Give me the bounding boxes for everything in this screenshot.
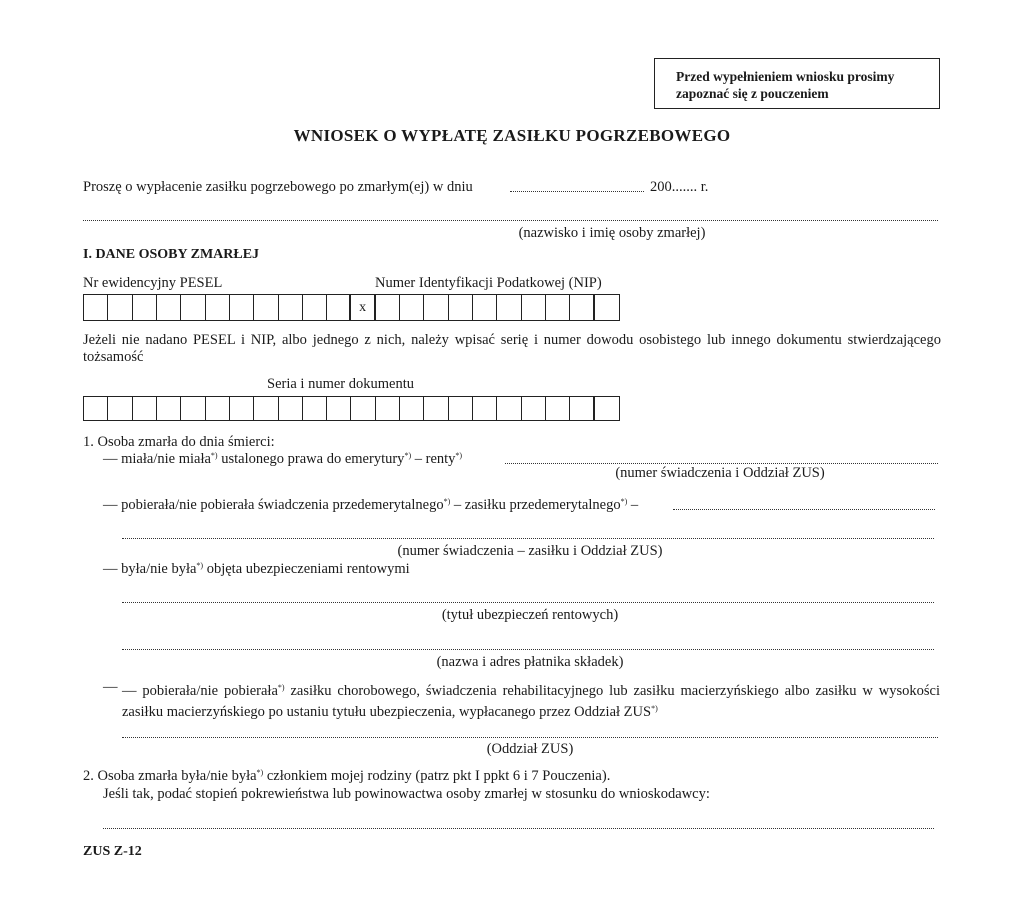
document-char-box[interactable] <box>351 397 375 420</box>
document-char-box[interactable] <box>400 397 424 420</box>
notice-line-1: Przed wypełnieniem wniosku prosimy <box>676 69 895 84</box>
pension-number-field[interactable] <box>505 463 938 464</box>
id-document-note: Jeżeli nie nadano PESEL i NIP, albo jednego z nich, należy wpisać serię i numer dowodu osobistego lub innego dokumentu stwierdzającego tożsamość <box>83 332 941 365</box>
pesel-digit-box[interactable] <box>303 295 327 320</box>
document-char-box[interactable] <box>497 397 521 420</box>
document-char-box[interactable] <box>230 397 254 420</box>
document-char-box[interactable] <box>595 397 619 420</box>
insurance-title-field[interactable] <box>122 602 934 603</box>
dash-benefits: — <box>103 679 118 695</box>
document-char-box[interactable] <box>108 397 132 420</box>
document-char-box[interactable] <box>424 397 448 420</box>
item-1-heading: 1. Osoba zmarła do dnia śmierci: <box>83 434 275 450</box>
pesel-digit-box[interactable] <box>84 295 108 320</box>
separator-box: x <box>351 295 375 320</box>
item-2-line-2: Jeśli tak, podać stopień pokrewieństwa lub powinowactwa osoby zmarłej w stosunku do wnioskodawcy: <box>103 786 710 802</box>
document-char-box[interactable] <box>206 397 230 420</box>
death-date-field[interactable] <box>510 191 644 192</box>
pesel-digit-box[interactable] <box>133 295 157 320</box>
document-char-box[interactable] <box>327 397 351 420</box>
nip-digit-box[interactable] <box>424 295 448 320</box>
zus-branch-caption: (Oddział ZUS) <box>486 741 574 757</box>
pesel-label: Nr ewidencyjny PESEL <box>83 275 223 291</box>
nip-digit-box[interactable] <box>595 295 619 320</box>
pesel-digit-box[interactable] <box>108 295 132 320</box>
benefits-paragraph: — pobierała/nie pobierała*) zasiłku chorobowego, świadczenia rehabilitacyjnego lub zasiłku macierzyńskiego albo zasiłku w wysokości zasiłku macierzyńskiego po ustaniu tytułu ubezpieczenia, wypłacanego przez Oddział ZUS*) <box>122 683 940 720</box>
insurance-line: — była/nie była*) objęta ubezpieczeniami rentowymi <box>103 561 410 577</box>
preretirement-line: — pobierała/nie pobierała świadczenia przedemerytalnego*) – zasiłku przedemerytalnego*) – <box>103 497 639 513</box>
nip-digit-box[interactable] <box>546 295 570 320</box>
document-char-box[interactable] <box>376 397 400 420</box>
section-1-heading: I. DANE OSOBY ZMARŁEJ <box>83 247 260 262</box>
pesel-digit-box[interactable] <box>254 295 278 320</box>
pesel-digit-box[interactable] <box>157 295 181 320</box>
pension-caption: (numer świadczenia i Oddział ZUS) <box>615 465 825 481</box>
document-char-box[interactable] <box>254 397 278 420</box>
nip-digit-box[interactable] <box>522 295 546 320</box>
document-number-label: Seria i numer dokumentu <box>267 376 414 392</box>
document-char-box[interactable] <box>279 397 303 420</box>
nip-digit-box[interactable] <box>497 295 521 320</box>
preretirement-field-1[interactable] <box>673 509 935 510</box>
pension-line: — miała/nie miała*) ustalonego prawa do emerytury*) – renty*) <box>103 451 463 467</box>
insurance-title-caption: (tytuł ubezpieczeń rentowych) <box>441 607 619 623</box>
form-title: WNIOSEK O WYPŁATĘ ZASIŁKU POGRZEBOWEGO <box>293 126 731 145</box>
document-char-box[interactable] <box>522 397 546 420</box>
request-year: 200....... r. <box>650 179 709 195</box>
nip-label: Numer Identyfikacji Podatkowej (NIP) <box>375 275 602 291</box>
document-char-box[interactable] <box>303 397 327 420</box>
nip-digit-box[interactable] <box>449 295 473 320</box>
document-char-box[interactable] <box>133 397 157 420</box>
pesel-digit-box[interactable] <box>230 295 254 320</box>
relationship-field[interactable] <box>103 828 934 829</box>
document-number-boxes <box>83 396 620 421</box>
deceased-name-caption: (nazwisko i imię osoby zmarłej) <box>518 225 706 241</box>
document-char-box[interactable] <box>546 397 570 420</box>
preretirement-caption: (numer świadczenia – zasiłku i Oddział ZUS) <box>397 543 663 559</box>
nip-digit-box[interactable] <box>376 295 400 320</box>
pesel-digit-box[interactable] <box>181 295 205 320</box>
pesel-digit-box[interactable] <box>327 295 351 320</box>
nip-digit-box[interactable] <box>400 295 424 320</box>
instruction-notice-box <box>654 58 940 109</box>
request-text: Proszę o wypłacenie zasiłku pogrzebowego po zmarłym(ej) w dniu <box>83 179 473 195</box>
zus-branch-field[interactable] <box>122 737 938 738</box>
pesel-nip-boxes <box>83 294 620 321</box>
form-code: ZUS Z-12 <box>83 844 142 859</box>
payer-caption: (nazwa i adres płatnika składek) <box>436 654 624 670</box>
document-char-box[interactable] <box>449 397 473 420</box>
nip-digit-box[interactable] <box>570 295 594 320</box>
pesel-digit-box[interactable] <box>206 295 230 320</box>
item-2-line-1: 2. Osoba zmarła była/nie była*) członkiem mojej rodziny (patrz pkt I ppkt 6 i 7 Pouczenia). <box>83 768 611 784</box>
document-char-box[interactable] <box>570 397 594 420</box>
notice-line-2: zapoznać się z pouczeniem <box>676 86 829 101</box>
document-char-box[interactable] <box>473 397 497 420</box>
payer-field[interactable] <box>122 649 934 650</box>
pesel-digit-box[interactable] <box>279 295 303 320</box>
document-char-box[interactable] <box>181 397 205 420</box>
document-char-box[interactable] <box>157 397 181 420</box>
preretirement-field-2[interactable] <box>122 538 934 539</box>
nip-digit-box[interactable] <box>473 295 497 320</box>
document-char-box[interactable] <box>84 397 108 420</box>
deceased-name-field[interactable] <box>83 220 938 221</box>
